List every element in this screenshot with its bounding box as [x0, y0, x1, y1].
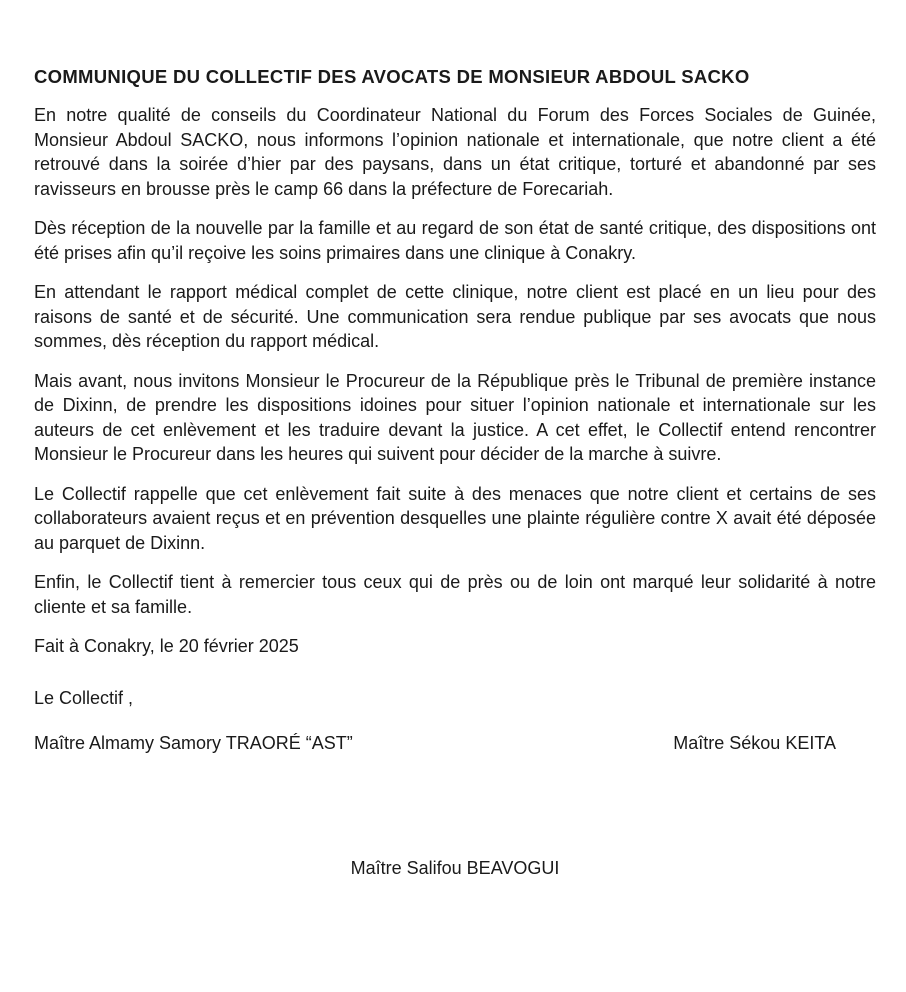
- paragraph-2: Dès réception de la nouvelle par la famille et au regard de son état de santé critique, des dispositions ont été prises afin qu’il reçoive les soins primaires dans une clinique à Conakry.: [34, 218, 876, 263]
- paragraph-3: En attendant le rapport médical complet de cette clinique, notre client est placé en un lieu pour des raisons de santé et de sécurité. Une communication sera rendue publique par ses avocats que nous sommes, dès réception du rapport médical.: [34, 282, 876, 351]
- signatory-left: Maître Almamy Samory TRAORÉ “AST”: [34, 733, 353, 753]
- date-place-line: Fait à Conakry, le 20 février 2025: [34, 636, 299, 656]
- paragraph-5: Le Collectif rappelle que cet enlèvement fait suite à des menaces que notre client et certains de ses collaborateurs avaient reçus et en prévention desquelles une plainte régulière contre X avait été déposée au parquet de Dixinn.: [34, 483, 876, 553]
- paragraph-6: Enfin, le Collectif tient à remercier tous ceux qui de près ou de loin ont marqué leur solidarité à notre cliente et sa famille.: [34, 572, 876, 617]
- paragraph-4: Mais avant, nous invitons Monsieur le Procureur de la République près le Tribunal de première instance de Dixinn, de prendre les dispositions idoines pour situer l’opinion nationale et internationale sur les auteurs de cet enlèvement et les traduire devant la justice. A cet effet, le Collectif entend rencontrer Monsieur le Procureur dans les heures qui suivent pour décider de la marche à suivre.: [34, 370, 876, 464]
- signatory-center: Maître Salifou BEAVOGUI: [350, 857, 560, 878]
- document-title: COMMUNIQUE DU COLLECTIF DES AVOCATS DE MONSIEUR ABDOUL SACKO: [34, 66, 750, 87]
- closing-line: Le Collectif ,: [34, 687, 134, 708]
- signatory-right: Maître Sékou KEITA: [673, 733, 836, 753]
- paragraph-1: En notre qualité de conseils du Coordinateur National du Forum des Forces Sociales de Guinée, Monsieur Abdoul SACKO, nous informons l’opinion nationale et internationale, que notre client a été retrouvé dans la soirée d’hier par des paysans, dans un état critique, torturé et abandonné par ses ravisseurs en brousse près le camp 66 dans la préfecture de Forecariah.: [34, 105, 876, 199]
- signature-row: [34, 731, 876, 756]
